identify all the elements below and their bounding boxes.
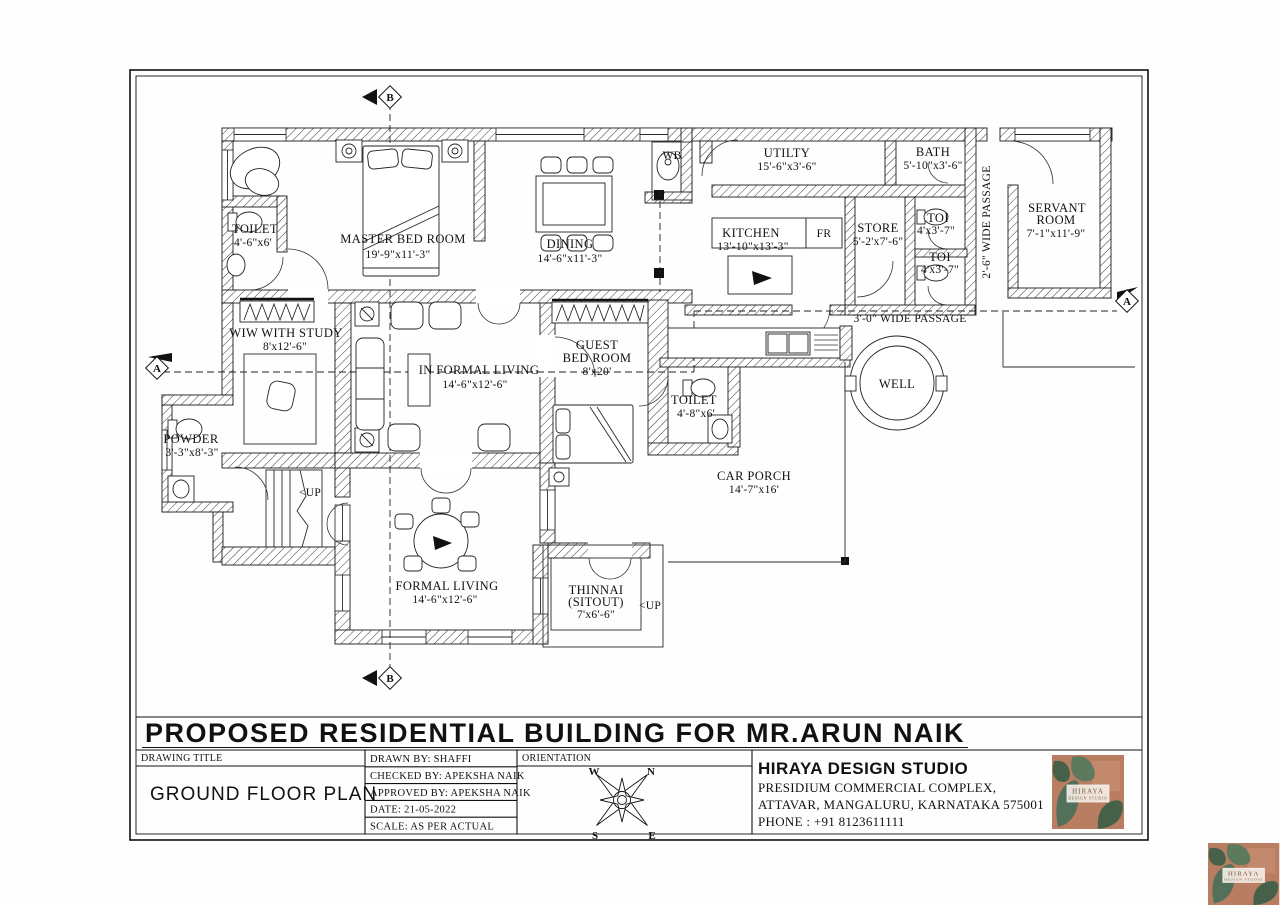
scale: SCALE: AS PER ACTUAL <box>370 821 495 833</box>
label-thinnai2: (SITOUT) <box>568 595 624 609</box>
watermark-logo-line1: HIRAYA <box>1227 870 1260 878</box>
walls <box>162 128 1112 644</box>
label-servant2: ROOM <box>1036 213 1076 227</box>
label-guest2: BED ROOM <box>562 351 632 365</box>
label-passage-horizontal: 3'-0" WIDE PASSAGE <box>853 313 967 325</box>
studio-phone: PHONE : +91 8123611111 <box>758 814 905 829</box>
section-marker-b-bottom <box>362 667 401 690</box>
window <box>1015 128 1090 141</box>
section-marker-b-top <box>362 86 401 109</box>
logo-line1: HIRAYA <box>1072 787 1104 796</box>
section-a-right-label: A <box>1123 296 1131 308</box>
dims-utility: 15'-6"x3'-6" <box>757 161 817 173</box>
dims-powder: 3'-3"x8'-3" <box>165 447 219 459</box>
label-up-stairs: <UP <box>298 487 322 499</box>
section-b-top-label: B <box>386 92 394 104</box>
studio-name: HIRAYA DESIGN STUDIO <box>758 759 969 778</box>
studio-address2: ATTAVAR, MANGALURU, KARNATAKA 575001 <box>758 797 1044 812</box>
date: DATE: 21-05-2022 <box>370 804 457 816</box>
label-informal: IN FORMAL LIVING <box>418 363 540 377</box>
studio-logo <box>1052 755 1124 829</box>
label-kitchen: KITCHEN <box>722 226 780 240</box>
drawing-title-label: DRAWING TITLE <box>141 753 223 764</box>
dims-master-bed: 19'-9"x11'-3" <box>365 249 431 261</box>
approved-by: APPROVED BY: APEKSHA NAIK <box>370 788 531 799</box>
dims-bath: 5'-10"x3'-6" <box>903 160 963 172</box>
label-well: WELL <box>878 377 916 391</box>
round-table <box>395 498 479 571</box>
study-desk <box>244 354 316 444</box>
window <box>335 575 350 611</box>
section-a-left-label: A <box>153 363 161 375</box>
label-toilet-master: TOILET <box>232 222 278 236</box>
label-dining: DINING <box>546 237 594 251</box>
checked-by: CHECKED BY: APEKSHA NAIK <box>370 771 525 782</box>
label-formal: FORMAL LIVING <box>395 579 499 593</box>
drawn-by: DRAWN BY: SHAFFI <box>370 754 472 765</box>
sheet-title: PROPOSED RESIDENTIAL BUILDING FOR MR.ARUN NAIK <box>145 718 966 748</box>
title-block <box>136 718 1044 842</box>
stairs <box>266 470 322 547</box>
compass-w: W <box>588 766 600 778</box>
windows <box>162 128 1090 644</box>
dims-store: 5'-2'x7'-6" <box>852 236 904 248</box>
window <box>540 490 555 530</box>
section-b-bottom-label: B <box>386 673 394 685</box>
label-toi-upper: TOI <box>927 211 949 225</box>
section-marker-a-right <box>1116 287 1139 312</box>
label-wiw: WIW WITH STUDY <box>229 326 343 340</box>
label-guest: GUEST <box>575 338 619 352</box>
wardrobe-wiw <box>240 299 314 322</box>
window <box>234 128 286 141</box>
compass-e: E <box>648 830 656 842</box>
label-wb: WB <box>662 150 682 162</box>
dims-thinnai: 7'x6'-6" <box>576 609 616 621</box>
sofa-set <box>355 302 510 452</box>
studio-address1: PRESIDIUM COMMERCIAL COMPLEX, <box>758 780 997 795</box>
drawing-title-value: GROUND FLOOR PLAN <box>150 784 378 805</box>
sink-counter <box>668 326 852 360</box>
label-master-bed: MASTER BED ROOM <box>340 232 466 246</box>
dims-wiw: 8'x12'-6" <box>262 341 308 353</box>
dims-dining: 14'-6"x11'-3" <box>537 253 603 265</box>
window <box>335 505 350 541</box>
watermark-logo <box>1208 843 1279 905</box>
dims-kitchen: 13'-10"x13'-3" <box>717 241 789 253</box>
guest-bed <box>549 405 633 486</box>
dims-toilet-guest: 4'-8"x6' <box>676 408 716 420</box>
label-fridge: FR <box>816 228 832 240</box>
dims-guest: 8'x20' <box>582 366 612 378</box>
label-store: STORE <box>857 221 899 235</box>
label-toilet-guest: TOILET <box>671 393 717 407</box>
watermark-logo-line2: DESIGN STUDIO <box>1224 877 1263 882</box>
label-thinnai: THINNAI <box>568 583 624 597</box>
dims-informal: 14'-6"x12'-6" <box>442 379 508 391</box>
window <box>496 128 584 141</box>
compass-s: S <box>591 830 599 842</box>
label-up-thinnai: <UP <box>638 600 662 612</box>
label-passage-vertical: 2'-6" WIDE PASSAGE <box>981 165 993 279</box>
logo-line2: DESIGN STUDIO <box>1068 796 1108 801</box>
label-toi-lower: TOI <box>929 250 951 264</box>
dims-toi-lower: 4'x3'-7" <box>920 264 960 276</box>
section-marker-a-left <box>146 353 172 379</box>
label-servant: SERVANT <box>1028 201 1086 215</box>
dims-formal: 14'-6"x12'-6" <box>412 594 478 606</box>
compass-n: N <box>647 766 655 778</box>
dims-toi-upper: 4'x3'-7" <box>916 225 956 237</box>
dims-servant: 7'-1"x11'-9" <box>1026 228 1086 240</box>
compass-rose <box>589 766 656 842</box>
window <box>468 630 512 644</box>
window <box>382 630 426 644</box>
label-utility: UTILTY <box>763 146 811 160</box>
wardrobe-guest <box>552 300 648 323</box>
label-powder: POWDER <box>163 432 219 446</box>
label-car-porch: CAR PORCH <box>716 469 792 483</box>
dims-car-porch: 14'-7"x16' <box>728 484 780 496</box>
window <box>640 128 668 141</box>
orientation-label: ORIENTATION <box>522 753 592 764</box>
window <box>533 578 548 614</box>
label-bath: BATH <box>915 145 951 159</box>
dims-toilet-master: 4'-6"x6' <box>233 237 273 249</box>
